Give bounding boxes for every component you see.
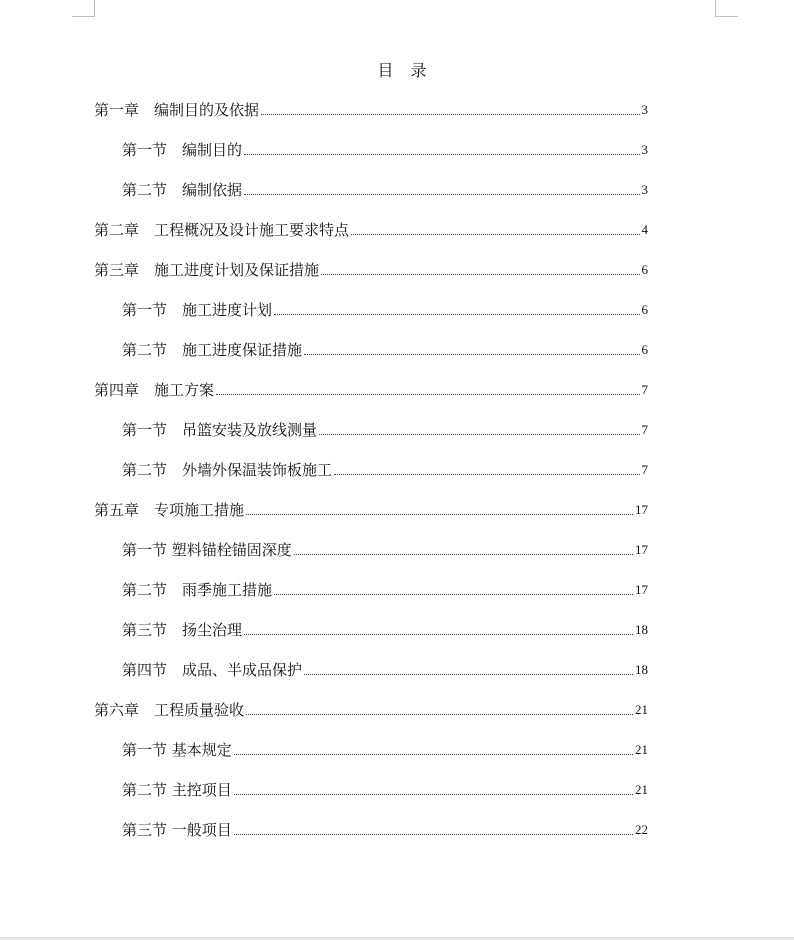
toc-dot-leader: [304, 354, 639, 355]
toc-entry-page-number: 17: [635, 502, 648, 517]
crop-mark-right: [715, 0, 738, 17]
toc-entry[interactable]: [122, 820, 648, 840]
toc-entry[interactable]: [122, 180, 648, 200]
toc-entry-page-number: 3: [641, 102, 648, 117]
toc-entry[interactable]: [94, 380, 648, 400]
toc-entry[interactable]: [122, 140, 648, 160]
toc-entry-page-number: 21: [635, 702, 648, 717]
toc-dot-leader: [319, 434, 639, 435]
toc-entry[interactable]: [122, 300, 648, 320]
toc-entry-label: 第四章 施工方案: [94, 381, 215, 399]
toc-entry-page-number: 3: [641, 182, 648, 197]
toc-entry[interactable]: [122, 660, 648, 680]
toc-dot-leader: [304, 674, 633, 675]
toc-entry[interactable]: [122, 540, 648, 560]
toc-entry[interactable]: [122, 620, 648, 640]
crop-mark-left: [72, 0, 95, 17]
toc-entry-page-number: 21: [635, 782, 648, 797]
toc-entry-page-number: 7: [641, 382, 648, 397]
toc-entry-label: 第一节 编制目的: [122, 141, 243, 159]
toc-entry-label: 第五章 专项施工措施: [94, 501, 245, 519]
toc-entry-label: 第一节 吊篮安装及放线测量: [122, 421, 318, 439]
toc-entry-page-number: 17: [635, 542, 648, 557]
toc-entry-label: 第四节 成品、半成品保护: [122, 661, 303, 679]
toc-entry-page-number: 18: [635, 662, 648, 677]
toc-entry-label: 第二节 外墙外保温装饰板施工: [122, 461, 333, 479]
toc-entry-label: 第二节 编制依据: [122, 181, 243, 199]
toc-entry-page-number: 22: [635, 822, 648, 837]
toc-entry-page-number: 3: [641, 142, 648, 157]
toc-dot-leader: [234, 834, 633, 835]
toc-entry[interactable]: [122, 580, 648, 600]
toc-dot-leader: [321, 274, 639, 275]
toc-entry[interactable]: [122, 460, 648, 480]
toc-dot-leader: [334, 474, 639, 475]
toc-entry[interactable]: [122, 340, 648, 360]
toc-dot-leader: [274, 314, 639, 315]
toc-dot-leader: [244, 194, 639, 195]
toc-entry-label: 第三节 扬尘治理: [122, 621, 243, 639]
toc-title: 目 录: [377, 61, 433, 80]
toc-entry-label: 第三节 一般项目: [122, 821, 232, 839]
toc-entry-label: 第一节 基本规定: [122, 741, 232, 759]
toc-entry-page-number: 6: [641, 302, 648, 317]
toc-dot-leader: [234, 794, 633, 795]
toc-dot-leader: [234, 754, 633, 755]
toc-dot-leader: [244, 154, 639, 155]
toc-entry-label: 第六章 工程质量验收: [94, 701, 245, 719]
toc-entry-page-number: 18: [635, 622, 648, 637]
toc-entry-page-number: 17: [635, 582, 648, 597]
toc-entry[interactable]: [122, 780, 648, 800]
toc-dot-leader: [351, 234, 639, 235]
toc-entry[interactable]: [94, 100, 648, 120]
toc-entry[interactable]: [94, 220, 648, 240]
toc-entry-label: 第二节 主控项目: [122, 781, 232, 799]
toc-entry[interactable]: [94, 700, 648, 720]
toc-entry[interactable]: [94, 500, 648, 520]
toc-entry-page-number: 6: [641, 342, 648, 357]
toc-entry-label: 第二节 雨季施工措施: [122, 581, 273, 599]
toc-dot-leader: [244, 634, 633, 635]
toc-entry-label: 第一节 施工进度计划: [122, 301, 273, 319]
toc-entry-label: 第三章 施工进度计划及保证措施: [94, 261, 320, 279]
toc-entry[interactable]: [122, 420, 648, 440]
toc-entry[interactable]: [94, 260, 648, 280]
toc-entry[interactable]: [122, 740, 648, 760]
toc-dot-leader: [216, 394, 639, 395]
toc-entry-page-number: 21: [635, 742, 648, 757]
toc-entry-page-number: 7: [641, 462, 648, 477]
toc-dot-leader: [246, 714, 633, 715]
toc-entry-page-number: 7: [641, 422, 648, 437]
toc-entry-page-number: 4: [641, 222, 648, 237]
toc-dot-leader: [261, 114, 639, 115]
toc-dot-leader: [274, 594, 633, 595]
toc-entry-page-number: 6: [641, 262, 648, 277]
toc-entry-label: 第二节 施工进度保证措施: [122, 341, 303, 359]
toc-dot-leader: [294, 554, 633, 555]
toc-dot-leader: [246, 514, 633, 515]
toc-entry-label: 第一节 塑料锚栓锚固深度: [122, 541, 292, 559]
toc-entry-label: 第二章 工程概况及设计施工要求特点: [94, 221, 350, 239]
toc-entry-label: 第一章 编制目的及依据: [94, 101, 260, 119]
